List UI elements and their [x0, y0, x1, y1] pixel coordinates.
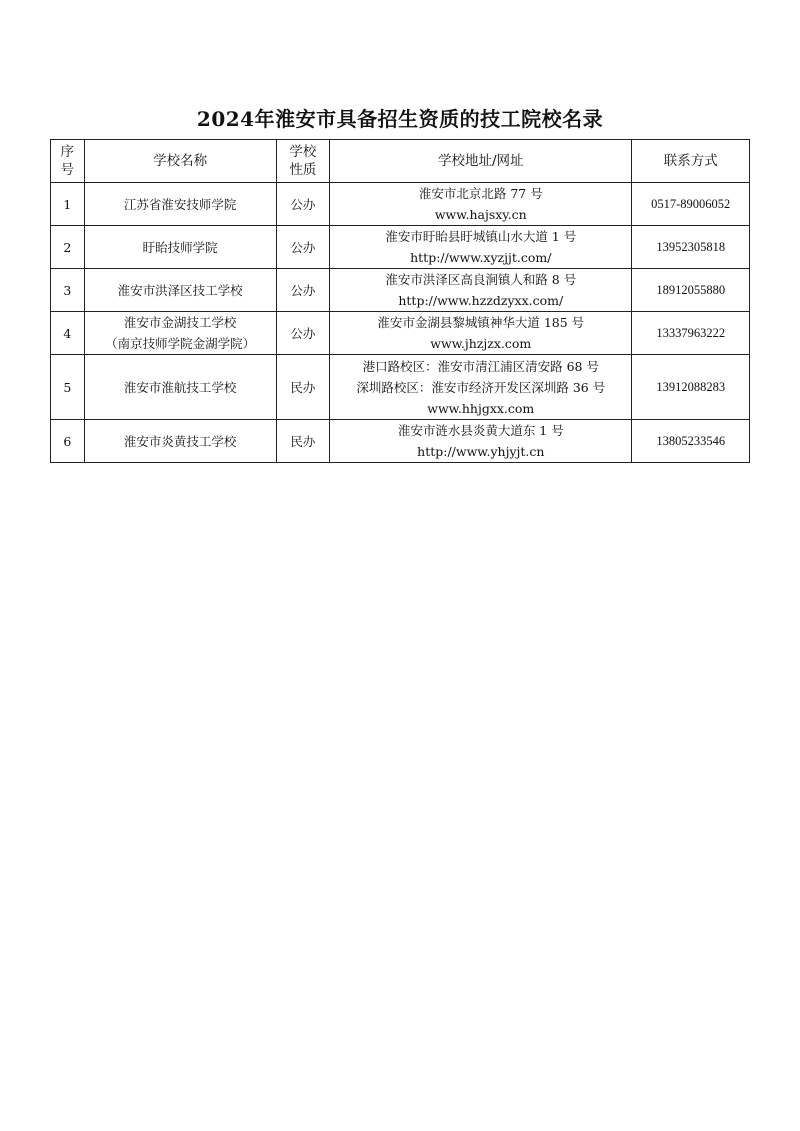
table-row	[51, 312, 750, 355]
cell-school-type: 公办	[276, 312, 330, 355]
table-row	[51, 226, 750, 269]
table-row	[51, 183, 750, 226]
table-row	[51, 269, 750, 312]
cell-no: 1	[51, 183, 85, 226]
cell-school-name: 淮安市金湖技工学校 （南京技师学院金湖学院）	[84, 312, 276, 355]
page-title: 2024年淮安市具备招生资质的技工院校名录	[196, 107, 604, 131]
table-row	[51, 420, 750, 463]
cell-no: 5	[51, 355, 85, 420]
cell-school-name: 江苏省淮安技师学院	[84, 183, 276, 226]
cell-address: 港口路校区：淮安市清江浦区清安路 68 号 深圳路校区：淮安市经济开发区深圳路 36 号 www.hhjgxx.com	[330, 355, 632, 420]
school-directory-table	[50, 139, 750, 463]
table-header-row	[51, 140, 750, 183]
cell-address: 淮安市洪泽区高良涧镇人和路 8 号 http://www.hzzdzyxx.com/	[330, 269, 632, 312]
cell-school-type: 民办	[276, 420, 330, 463]
header-phone: 联系方式	[632, 140, 750, 183]
cell-no: 3	[51, 269, 85, 312]
cell-phone: 0517-89006052	[632, 183, 750, 226]
header-school-name: 学校名称	[84, 140, 276, 183]
cell-school-type: 民办	[276, 355, 330, 420]
cell-address: 淮安市涟水县炎黄大道东 1 号 http://www.yhjyjt.cn	[330, 420, 632, 463]
cell-phone: 13805233546	[632, 420, 750, 463]
cell-school-name: 淮安市淮航技工学校	[84, 355, 276, 420]
cell-school-name: 盱眙技师学院	[84, 226, 276, 269]
cell-address: 淮安市北京北路 77 号 www.hajsxy.cn	[330, 183, 632, 226]
header-school-type: 学校 性质	[276, 140, 330, 183]
cell-address: 淮安市金湖县黎城镇神华大道 185 号 www.jhzjzx.com	[330, 312, 632, 355]
cell-school-type: 公办	[276, 269, 330, 312]
cell-school-type: 公办	[276, 183, 330, 226]
cell-school-name: 淮安市洪泽区技工学校	[84, 269, 276, 312]
cell-phone: 13912088283	[632, 355, 750, 420]
cell-phone: 13952305818	[632, 226, 750, 269]
cell-no: 4	[51, 312, 85, 355]
header-address: 学校地址/网址	[330, 140, 632, 183]
cell-phone: 13337963222	[632, 312, 750, 355]
cell-school-name: 淮安市炎黄技工学校	[84, 420, 276, 463]
header-no: 序 号	[51, 140, 85, 183]
cell-no: 6	[51, 420, 85, 463]
cell-school-type: 公办	[276, 226, 330, 269]
table-row	[51, 355, 750, 420]
cell-address: 淮安市盱眙县盱城镇山水大道 1 号 http://www.xyzjjt.com/	[330, 226, 632, 269]
cell-phone: 18912055880	[632, 269, 750, 312]
cell-no: 2	[51, 226, 85, 269]
